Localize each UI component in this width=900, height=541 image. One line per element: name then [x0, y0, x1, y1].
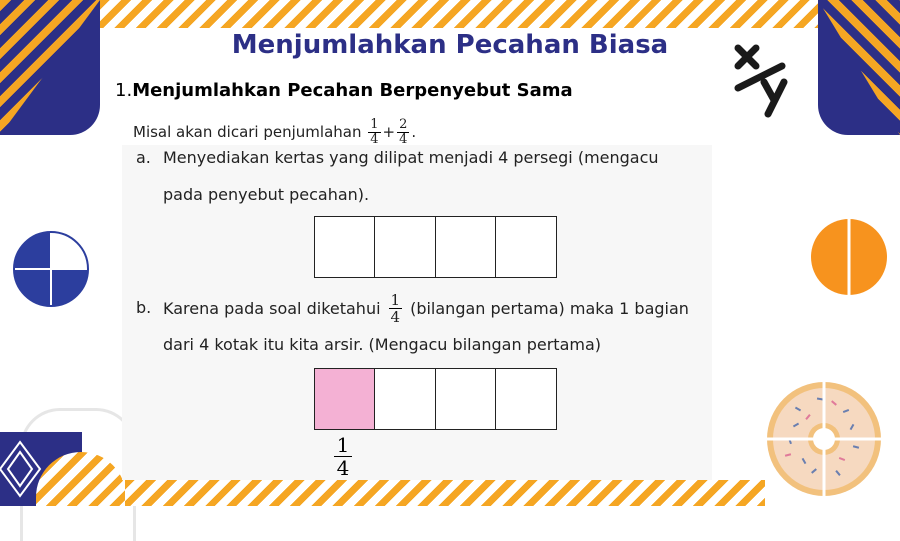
bottom-stripe-decoration [125, 480, 765, 506]
step-b-text-post: (bilangan pertama) maka 1 bagian [410, 298, 689, 318]
grid-square-shaded [314, 368, 376, 430]
section-number: 1. [115, 80, 133, 101]
grid-square [435, 368, 497, 430]
top-stripe-decoration [100, 0, 820, 28]
intro-end: . [411, 123, 417, 141]
step-b-fraction [389, 292, 403, 325]
fraction-numerator: 1 [390, 291, 401, 309]
half-circle-icon [810, 218, 888, 300]
quarter-circle-icon [12, 230, 90, 312]
shaded-fraction-label [334, 434, 352, 479]
grid-square [374, 368, 436, 430]
grid-square [495, 368, 557, 430]
step-b-line-1 [163, 292, 689, 325]
section-heading-text: Menjumlahkan Pecahan Berpenyebut Sama [132, 80, 573, 101]
donut-icon [765, 380, 883, 502]
step-b-text-pre: Karena pada soal diketahui [163, 298, 381, 318]
grid-square [435, 216, 497, 278]
fraction-denominator: 4 [399, 132, 408, 147]
section-heading [115, 80, 573, 101]
fraction-numerator: 1 [334, 434, 352, 457]
step-b-line-2: dari 4 kotak itu kita arsir. (Mengacu bilangan pertama) [163, 335, 601, 354]
fraction-denominator: 4 [370, 132, 379, 147]
fraction-denominator: 4 [390, 308, 401, 326]
step-b-marker: b. [136, 298, 152, 317]
grid-square [495, 216, 557, 278]
fraction-numerator: 2 [399, 117, 408, 132]
top-right-corner-decoration [818, 0, 900, 135]
intro-line [133, 118, 416, 147]
step-a-line-1: Menyediakan kertas yang dilipat menjadi 4 persegi (mengacu [163, 148, 659, 167]
top-left-corner-decoration [0, 0, 100, 135]
grid-square [374, 216, 436, 278]
fraction-numerator: 1 [370, 117, 379, 132]
grid-square [314, 216, 376, 278]
fold-paper-grid-a [315, 216, 557, 278]
plus-sign: + [382, 123, 396, 141]
intro-fraction-1 [368, 118, 380, 147]
intro-text: Misal akan dicari penjumlahan [133, 123, 362, 141]
fraction-denominator: 4 [336, 456, 350, 480]
intro-fraction-2 [397, 118, 409, 147]
page-title: Menjumlahkan Pecahan Biasa [231, 30, 669, 60]
step-a-line-2: pada penyebut pecahan). [163, 185, 370, 204]
fold-paper-grid-b [315, 368, 557, 430]
step-a-marker: a. [136, 148, 151, 167]
